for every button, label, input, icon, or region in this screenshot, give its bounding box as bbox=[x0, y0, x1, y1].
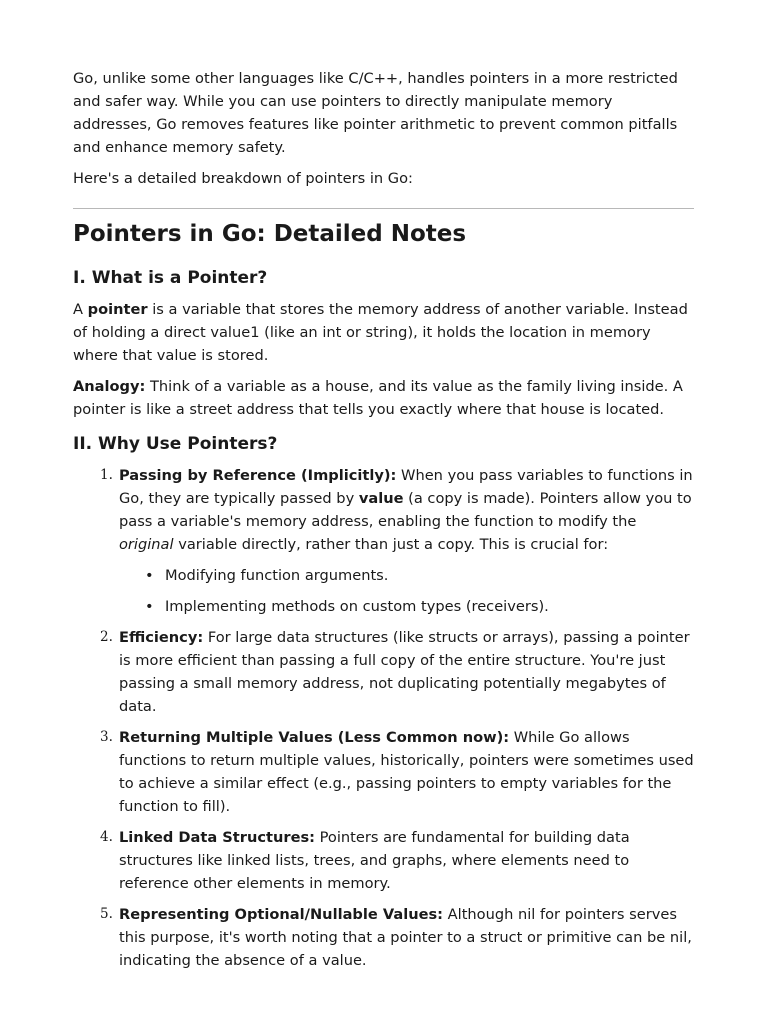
sub-list-item bbox=[119, 595, 694, 618]
list-item-emphasis: value bbox=[358, 490, 404, 507]
list-item-text: When you pass variables to functions in Go, they are typically passed by bbox=[119, 467, 693, 507]
list-item-text: For large data structures (like structs or arrays), passing a pointer is more efficient than passing a full copy of the entire structure. You're just passing a small memory address, not duplicating potentially megabytes of data. bbox=[119, 629, 690, 715]
sub-list-item-text: Modifying function arguments. bbox=[165, 567, 389, 584]
bullet-icon: • bbox=[145, 598, 154, 615]
list-item-label: Returning Multiple Values (Less Common now): bbox=[119, 729, 510, 746]
list-item bbox=[73, 626, 694, 718]
intro-paragraph: Go, unlike some other languages like C/C++, handles pointers in a more restricted and safer way. While you can use pointers to directly manipulate memory addresses, Go removes features like pointer arithmetic to prevent common pitfalls and enhance memory safety. bbox=[73, 70, 678, 156]
list-item-number: 3. bbox=[100, 729, 113, 745]
sub-list-item bbox=[119, 564, 694, 587]
list-item-number: 1. bbox=[100, 467, 113, 483]
list-item-label: Representing Optional/Nullable Values: bbox=[119, 906, 444, 923]
sub-list-item-text: Implementing methods on custom types (receivers). bbox=[165, 598, 549, 615]
list-item bbox=[73, 903, 694, 972]
intro-lead-in: Here's a detailed breakdown of pointers in Go: bbox=[73, 170, 413, 187]
definition-prefix: A bbox=[73, 301, 88, 318]
list-item-number: 4. bbox=[100, 829, 113, 845]
list-item-text: Although nil for pointers serves this purpose, it's worth noting that a pointer to a struct or primitive can be nil, indicating the absence of a value. bbox=[119, 906, 692, 969]
page-title: Pointers in Go: Detailed Notes bbox=[73, 221, 467, 247]
analogy-text: Think of a variable as a house, and its value as the family living inside. A pointer is like a street address that tells you exactly where that house is located. bbox=[73, 378, 683, 418]
reasons-list bbox=[73, 464, 694, 972]
pointer-definition bbox=[73, 298, 694, 367]
analogy-paragraph bbox=[73, 375, 694, 421]
list-item-text: (a copy is made). Pointers allow you to pass a variable's memory address, enabling the function to modify the bbox=[119, 490, 692, 530]
list-item-label: Linked Data Structures: bbox=[119, 829, 316, 846]
bullet-icon: • bbox=[145, 567, 154, 584]
list-item bbox=[73, 464, 694, 618]
definition-term: pointer bbox=[87, 301, 148, 318]
list-item-text: Pointers are fundamental for building data structures like linked lists, trees, and graphs, where elements need to reference other elements in memory. bbox=[119, 829, 630, 892]
list-item-label: Passing by Reference (Implicitly): bbox=[119, 467, 397, 484]
list-item-italic: original bbox=[119, 536, 174, 553]
horizontal-divider bbox=[73, 208, 694, 209]
list-item-label: Efficiency: bbox=[119, 629, 204, 646]
list-item bbox=[73, 826, 694, 895]
definition-text: is a variable that stores the memory address of another variable. Instead of holding a direct value1 (like an int or string), it holds the location in memory where that value is stored. bbox=[73, 301, 688, 364]
sub-list bbox=[119, 564, 694, 618]
section-heading-why-use-pointers: II. Why Use Pointers? bbox=[73, 434, 278, 454]
list-item-text: While Go allows functions to return multiple values, historically, pointers were sometimes used to achieve a similar effect (e.g., passing pointers to empty variables for the function to fill). bbox=[119, 729, 694, 815]
analogy-label: Analogy: bbox=[73, 378, 146, 395]
list-item-text: variable directly, rather than just a copy. This is crucial for: bbox=[173, 536, 609, 553]
list-item bbox=[73, 726, 694, 818]
section-heading-what-is-pointer: I. What is a Pointer? bbox=[73, 268, 268, 288]
list-item-number: 2. bbox=[100, 629, 113, 645]
list-item-number: 5. bbox=[100, 906, 113, 922]
